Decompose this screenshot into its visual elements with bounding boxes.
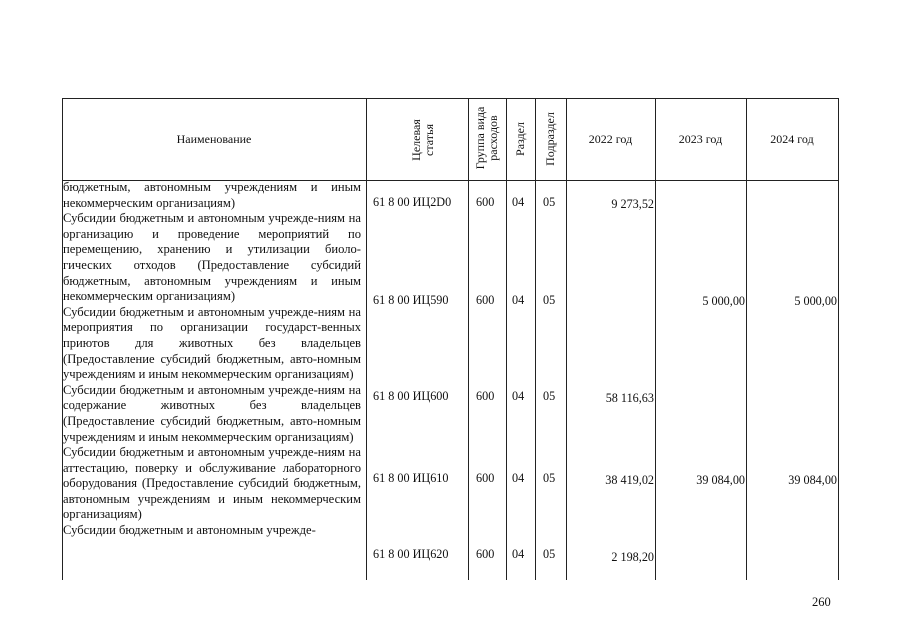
header-expense-group: Группа вида расходов (473, 106, 500, 170)
row-code: 61 8 00 ИЦ600 (373, 389, 449, 403)
row-code: 61 8 00 ИЦ620 (373, 547, 449, 561)
row-group: 600 (476, 195, 495, 209)
header-2023: 2023 год (678, 131, 723, 146)
row-2024: 39 084,00 (788, 473, 837, 487)
row-section: 04 (512, 389, 525, 403)
row-section: 04 (512, 547, 525, 561)
row-subsection: 05 (543, 293, 556, 307)
row-2024: 5 000,00 (794, 294, 837, 308)
row-2022: 9 273,52 (611, 197, 654, 211)
name-column (63, 180, 361, 539)
row-name: Субсидии бюджетным и автономным учрежде-ниям на организацию и проведение мероприятий по перемещению, хранению и утилизации биоло-гических отходов (Предоставление субсидий бюджетным, автономным учреждениям и иным некоммерческим организациям) (63, 211, 361, 304)
row-subsection: 05 (543, 389, 556, 403)
row-2022: 58 116,63 (605, 391, 654, 405)
header-2022: 2022 год (588, 131, 633, 146)
col-border-8 (838, 98, 839, 580)
row-code: 61 8 00 ИЦ590 (373, 293, 449, 307)
header-target-article: Целевая статья (409, 119, 436, 161)
header-section-cell (506, 98, 535, 180)
row-2022: 2 198,20 (611, 550, 654, 564)
row-name: Субсидии бюджетным и автономным учрежде- (63, 523, 316, 538)
row-name: Субсидии бюджетным и автономным учрежде-ниям на мероприятия по организации государст-венных приютов для животных без владельцев (Предоставление субсидий бюджетным, авто-номным учреждениям и иным некоммерческим организациям) (63, 304, 361, 382)
row-subsection: 05 (543, 195, 556, 209)
row-code: 61 8 00 ИЦ610 (373, 471, 449, 485)
row-2023: 39 084,00 (696, 473, 745, 487)
row-subsection: 05 (543, 547, 556, 561)
row-group: 600 (476, 293, 495, 307)
row-subsection: 05 (543, 471, 556, 485)
row-name: Субсидии бюджетным и автономным учрежде-ниям на аттестацию, поверку и обслуживание лабораторного оборудования (Предоставление субсидий бюджетным, автономным учреждениям и иным некоммерческим организациям) (63, 445, 361, 522)
header-section: Раздел (513, 122, 527, 156)
row-section: 04 (512, 293, 525, 307)
page-number: 260 (812, 595, 831, 609)
row-2023: 5 000,00 (702, 294, 745, 308)
header-name: Наименование (176, 131, 252, 146)
row-name: бюджетным, автономным учреждениям и иным некоммерческим организациям) (63, 180, 361, 210)
row-2022: 38 419,02 (605, 473, 654, 487)
header-target-article-cell (366, 98, 468, 180)
row-section: 04 (512, 195, 525, 209)
header-subsection-cell (535, 98, 566, 180)
header-2024: 2024 год (770, 131, 814, 146)
header-subsection: Подраздел (543, 112, 557, 166)
row-name: Субсидии бюджетным и автономным учрежде-ниям на содержание животных без владельцев (Предоставление субсидий бюджетным, авто-номным учреждениям и иным некоммерческим организациям) (63, 382, 361, 444)
row-group: 600 (476, 547, 495, 561)
row-section: 04 (512, 471, 525, 485)
row-code: 61 8 00 ИЦ2D0 (373, 195, 452, 209)
row-group: 600 (476, 389, 495, 403)
header-expense-group-cell (468, 98, 506, 180)
row-group: 600 (476, 471, 495, 485)
